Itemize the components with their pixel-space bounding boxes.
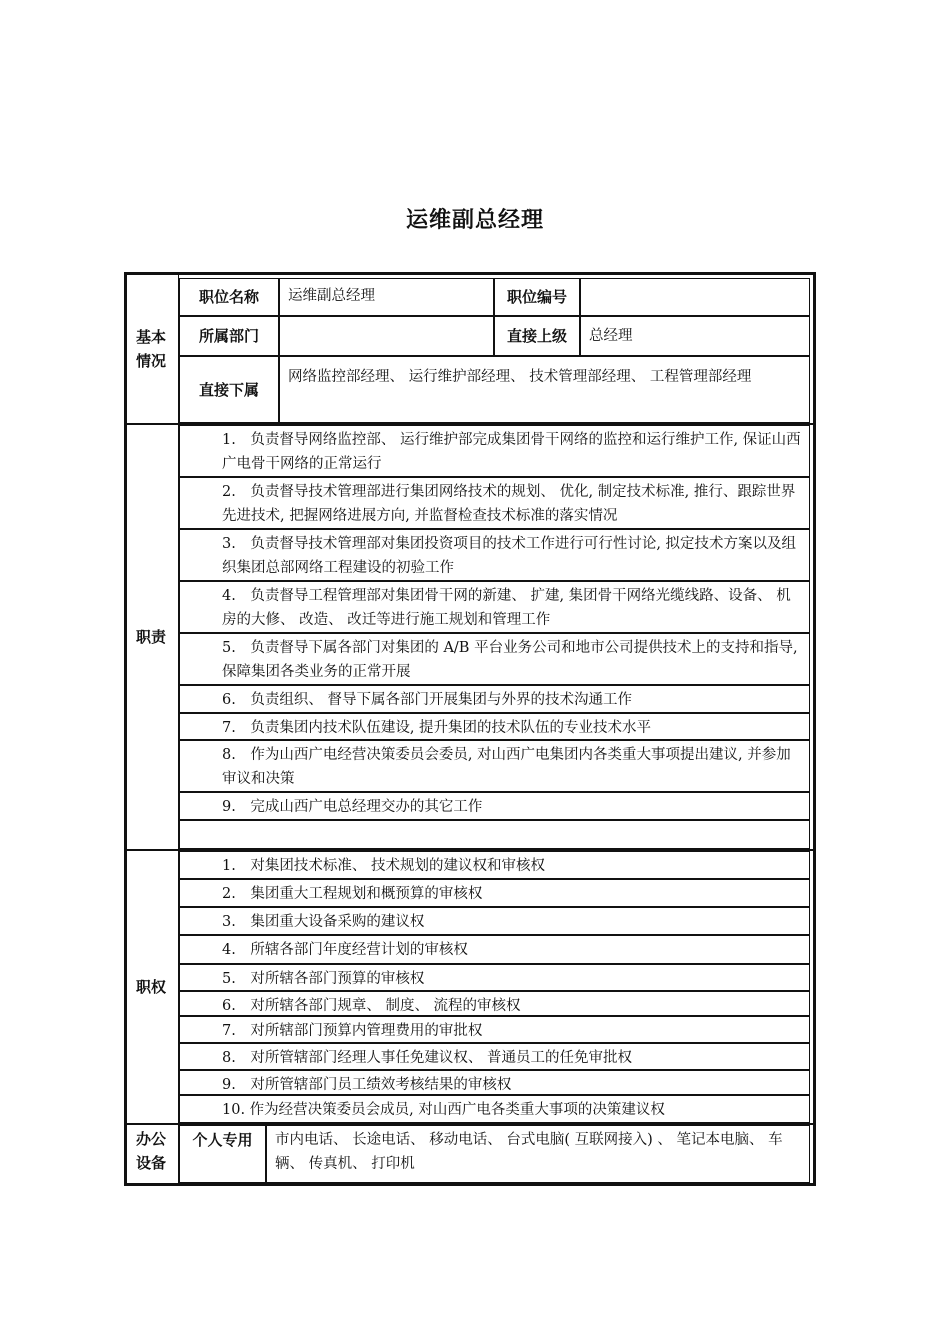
position-name-label: 职位名称 (179, 278, 279, 316)
authority-item: 7. 对所辖部门预算内管理费用的审批权 (179, 1016, 810, 1043)
authority-item: 8. 对所管辖部门经理人事任免建议权、 普通员工的任免审批权 (179, 1043, 810, 1070)
page-title: 运维副总经理 (405, 207, 544, 233)
superior-value: 总经理 (580, 316, 810, 356)
authority-item: 10. 作为经营决策委员会成员, 对山西广电各类重大事项的决策建议权 (179, 1095, 810, 1123)
duty-item: 4. 负责督导工程管理部对集团骨干网的新建、 扩建, 集团骨干网络光缆线路、设备、 机房的大修、 改造、 改迁等进行施工规划和管理工作 (179, 581, 810, 633)
duty-item: 1. 负责督导网络监控部、 运行维护部完成集团骨干网络的监控和运行维护工作, 保证山西广电骨干网络的正常运行 (179, 425, 810, 477)
duty-item: 7. 负责集团内技术队伍建设, 提升集团的技术队伍的专业技术水平 (179, 713, 810, 740)
authority-item: 6. 对所辖各部门规章、 制度、 流程的审核权 (179, 991, 810, 1016)
equipment-label-text: 办公设备 (135, 1130, 166, 1172)
department-label: 所属部门 (179, 316, 279, 356)
basic-info-label (124, 275, 179, 423)
duty-item: 8. 作为山西广电经营决策委员会委员, 对山西广电集团内各类重大事项提出建议, 并参加审议和决策 (179, 740, 810, 792)
duty-item: 5. 负责督导下属各部门对集团的 A/B 平台业务公司和地市公司提供技术上的支持和指导, 保障集团各类业务的正常开展 (179, 633, 810, 685)
position-code-value (580, 278, 810, 316)
basic-info-label-text: 基本情况 (135, 328, 166, 370)
authority-item: 4. 所辖各部门年度经营计划的审核权 (179, 935, 810, 964)
authority-label: 职权 (124, 851, 179, 1123)
duty-item-empty (179, 820, 810, 849)
personal-use-label: 个人专用 (179, 1125, 266, 1183)
superior-label: 直接上级 (494, 316, 580, 356)
authority-item: 1. 对集团技术标准、 技术规划的建议权和审核权 (179, 851, 810, 879)
position-code-label: 职位编号 (494, 278, 580, 316)
duty-item: 6. 负责组织、 督导下属各部门开展集团与外界的技术沟通工作 (179, 685, 810, 713)
duty-item: 9. 完成山西广电总经理交办的其它工作 (179, 792, 810, 820)
duty-item: 3. 负责督导技术管理部对集团投资项目的技术工作进行可行性讨论, 拟定技术方案以及组织集团总部网络工程建设的初验工作 (179, 529, 810, 581)
authority-item: 3. 集团重大设备采购的建议权 (179, 907, 810, 935)
subordinates-value: 网络监控部经理、 运行维护部经理、 技术管理部经理、 工程管理部经理 (279, 356, 810, 423)
authority-item: 2. 集团重大工程规划和概预算的审核权 (179, 879, 810, 907)
personal-use-value: 市内电话、 长途电话、 移动电话、 台式电脑( 互联网接入) 、 笔记本电脑、 车辆、 传真机、 打印机 (266, 1125, 810, 1183)
department-value (279, 316, 494, 356)
authority-item: 5. 对所辖各部门预算的审核权 (179, 964, 810, 991)
subordinates-label: 直接下属 (179, 356, 279, 423)
position-name-value: 运维副总经理 (279, 278, 494, 316)
authority-item: 9. 对所管辖部门员工绩效考核结果的审核权 (179, 1070, 810, 1095)
duty-item: 2. 负责督导技术管理部进行集团网络技术的规划、 优化, 制定技术标准, 推行、跟踪世界先进技术, 把握网络进展方向, 并监督检查技术标准的落实情况 (179, 477, 810, 529)
duties-label: 职责 (124, 425, 179, 849)
equipment-label (124, 1125, 179, 1183)
